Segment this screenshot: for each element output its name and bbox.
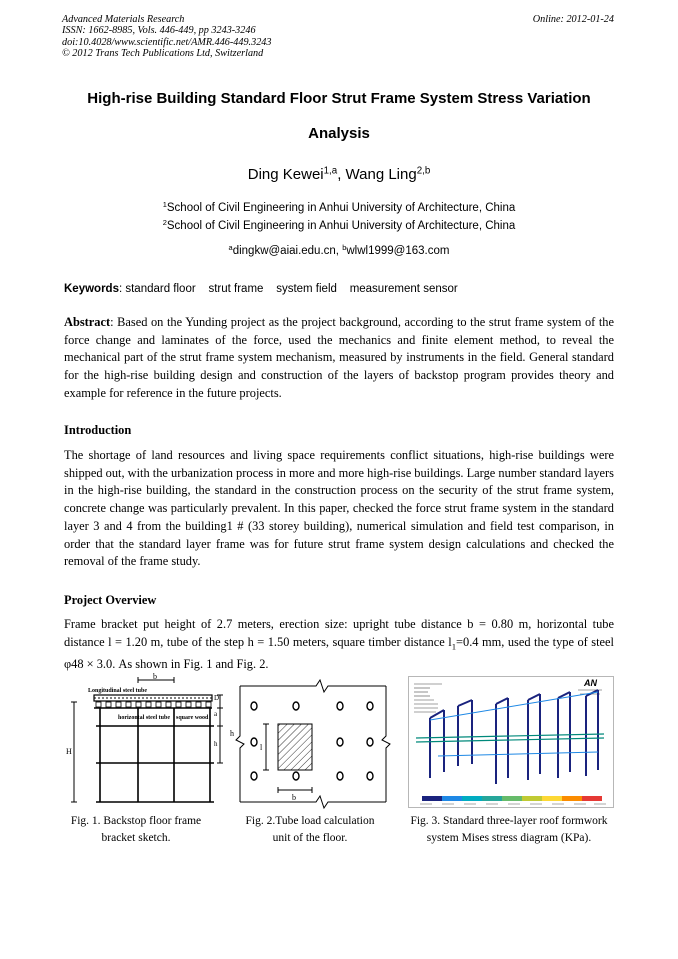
fig2-label-l: l	[260, 743, 263, 752]
fig1-label-h: h	[214, 740, 218, 748]
figure-2-load-unit	[230, 676, 390, 806]
abstract-label: Abstract	[64, 315, 111, 329]
fig1-label-square: square wood	[176, 715, 209, 721]
journal-issn: ISSN: 1662-8985, Vols. 446-449, pp 3243-3246	[62, 25, 256, 37]
email-a-sup: a	[228, 242, 233, 252]
journal-doi: doi:10.4028/www.scientific.net/AMR.446-449.3243	[62, 36, 272, 48]
figure-2-caption-line2: unit of the floor.	[272, 832, 348, 844]
author-1: Ding Kewei	[247, 166, 324, 183]
affiliation-1-number: 1	[162, 199, 167, 209]
affiliation-1-text: School of Civil Engineering in Anhui University of Architecture, China	[166, 202, 516, 214]
horizontal-tubes	[96, 726, 214, 802]
square-wood-row	[96, 702, 211, 707]
figure-1-frame-sketch	[64, 674, 224, 812]
figure-3-stress-diagram	[408, 676, 614, 808]
affiliation-1	[40, 199, 638, 214]
overview-text-subscript: 1	[451, 641, 457, 652]
journal-copyright: © 2012 Trans Tech Publications Ltd, Switzerland	[62, 47, 264, 59]
paper-title-line2: Analysis	[308, 125, 370, 142]
figure-2-caption-line1: Fig. 2.Tube load calculation	[245, 815, 375, 827]
paper-title-line1: High-rise Building Standard Floor Strut Frame System Stress Variation	[87, 90, 591, 107]
fig2-label-b: b	[292, 793, 296, 802]
online-date: Online: 2012-01-24	[532, 14, 614, 25]
slab-bottom-edge	[240, 796, 386, 808]
fig1-label-a: a	[214, 710, 218, 718]
introduction-text: The shortage of land resources and living space requirements conflict situations, high-rise buildings were shipped out, with the urbanization process in more and more high-rise buildings. Large number standard layers in the high-rise building, the standard in the construction process on the security of the strut frame system, concrete change was particularly prevalent. In this paper, checked the force strut frame system in the standard layer 3 and 4 from the building1 # (33 storey building), numerical simulation and field test comparison, in order that the standard layer frame was for future strut frame system design calculations and checked the removal of the frame study.	[64, 448, 614, 569]
affiliation-2	[40, 217, 638, 232]
keywords-text: : standard floor strut frame system field measurement sensor	[118, 283, 458, 295]
author-2-sup: 2,b	[416, 165, 431, 177]
keywords	[64, 283, 458, 295]
affiliation-2-text: School of Civil Engineering in Anhui University of Architecture, China	[166, 220, 516, 232]
fig1-label-D: D	[214, 694, 220, 702]
overview-text-part1: Frame bracket put height of 2.7 meters, erection size: upright tube distance b = 0.80 m, horizontal tube distance l = 1.20 m, tube of the step h = 1.50 meters, square timber distance l	[64, 617, 614, 649]
overview-heading: Project Overview	[64, 593, 157, 607]
email-a-link[interactable]: dingkw@aiai.edu.cn,	[232, 245, 343, 257]
stress-color-legend	[422, 796, 602, 801]
author-2: Wang Ling	[345, 166, 417, 183]
upright-tubes	[100, 708, 210, 802]
overview-text	[64, 616, 614, 674]
figure-3-caption-line1: Fig. 3. Standard three-layer roof formwork	[410, 815, 608, 827]
abstract-text: : Based on the Yunding project as the project background, according to the strut frame system of the force change and laminates of the force, used the mechanics and finite element method, to reveal the mechanical part of the strut frame system mechanism, measured by instruments in the field. General standard for the high-rise building design and construction of the layers of backstop program provides theory and example for reference in the future projects.	[64, 315, 614, 400]
affiliation-2-number: 2	[162, 217, 167, 227]
ansys-logo: AN	[584, 678, 597, 688]
author-1-sup: 1,a	[323, 165, 338, 177]
figure-1-caption-line1: Fig. 1. Backstop floor frame	[70, 815, 202, 827]
slab-top-edge	[240, 680, 386, 692]
journal-header	[62, 14, 271, 59]
email-b-link[interactable]: wlwl1999@163.com	[346, 245, 450, 257]
figure-1-caption-line2: bracket sketch.	[101, 832, 171, 844]
author-separator: ,	[337, 166, 346, 183]
authors	[40, 166, 638, 183]
figure-2-caption	[228, 813, 392, 847]
abstract	[64, 314, 614, 403]
keywords-label: Keywords	[64, 283, 119, 295]
figure-3-caption	[394, 813, 624, 847]
fig1-label-b: b	[153, 672, 157, 681]
introduction-heading: Introduction	[64, 423, 132, 437]
author-emails	[40, 242, 638, 257]
figure-3-caption-line2: system Mises stress diagram (KPa).	[426, 832, 592, 844]
fig1-label-H: H	[66, 747, 72, 756]
fig1-label-horizontal: horizontal steel tube	[118, 715, 170, 721]
email-b-sup: b	[342, 242, 347, 252]
journal-name: Advanced Materials Research	[62, 14, 185, 25]
overview-text-part2: =0.4 mm, used the type of steel φ48 × 3.0. As shown in Fig. 1 and Fig. 2.	[64, 634, 614, 671]
fig1-label-longitudinal: Longitudinal steel tube	[88, 688, 148, 694]
load-unit-hatched	[278, 724, 312, 770]
fig2-label-h: h	[230, 729, 234, 738]
figure-1-caption	[54, 813, 218, 847]
